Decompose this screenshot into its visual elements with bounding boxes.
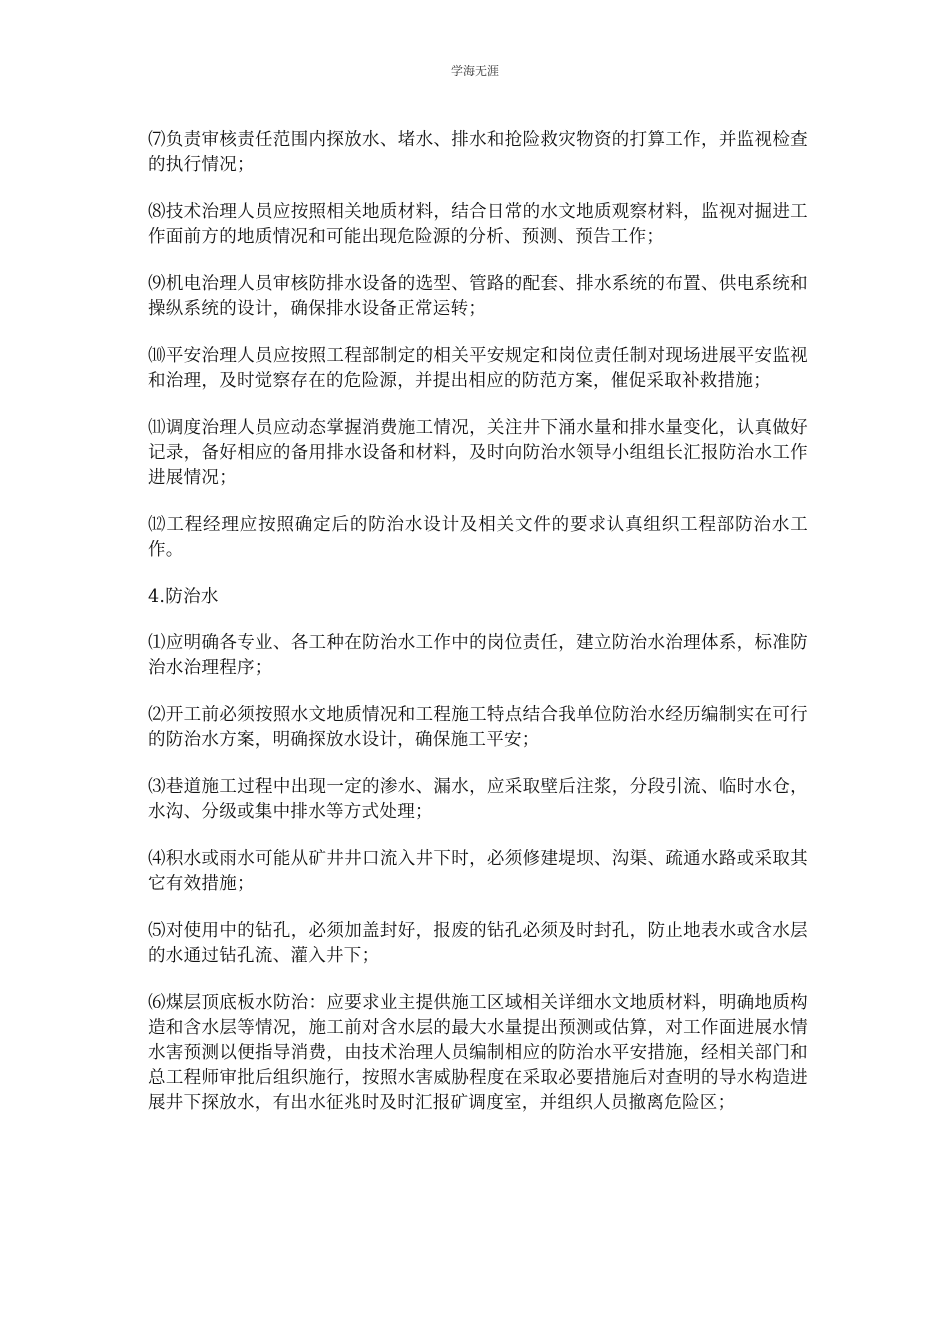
paragraph-item-2: ⑵开工前必须按照水文地质情况和工程施工特点结合我单位防治水经历编制实在可行的防治水方案，明确探放水设计，确保施工平安； [148,705,808,750]
paragraph-item-9: ⑼机电治理人员审核防排水设备的选型、管路的配套、排水系统的布置、供电系统和操纵系统的设计，确保排水设备正常运转； [148,274,808,319]
paragraph-item-7: ⑺负责审核责任范围内探放水、堵水、排水和抢险救灾物资的打算工作，并监视检查的执行情况； [148,130,808,175]
page-header: 学海无涯 [450,64,499,78]
paragraph-item-11: ⑾调度治理人员应动态掌握消费施工情况，关注井下涌水量和排水量变化，认真做好记录，备好相应的备用排水设备和材料，及时向防治水领导小组组长汇报防治水工作进展情况； [148,418,808,488]
section-heading: 4.防治水 [148,587,219,607]
paragraph-item-4: ⑷积水或雨水可能从矿井井口流入井下时，必须修建堤坝、沟渠、疏通水路或采取其它有效措施； [148,849,808,894]
paragraph-item-6: ⑹煤层顶底板水防治：应要求业主提供施工区域相关详细水文地质材料，明确地质构造和含水层等情况，施工前对含水层的最大水量提出预测或估算，对工作面进展水情水害预测以便指导消费，由技术治理人员编制相应的防治水平安措施，经相关部门和总工程师审批后组织施行，按照水害威胁程度在采取必要措施后对查明的导水构造进展井下探放水，有出水征兆时及时汇报矿调度室，并组织人员撤离危险区； [148,993,808,1113]
paragraph-item-1: ⑴应明确各专业、各工种在防治水工作中的岗位责任，建立防治水治理体系，标准防治水治理程序； [148,633,808,678]
paragraph-item-5: ⑸对使用中的钻孔，必须加盖封好，报废的钻孔必须及时封孔，防止地表水或含水层的水通过钻孔流、灌入井下； [148,921,808,966]
paragraph-item-10: ⑽平安治理人员应按照工程部制定的相关平安规定和岗位责任制对现场进展平安监视和治理，及时觉察存在的危险源，并提出相应的防范方案，催促采取补救措施； [148,346,808,391]
paragraph-item-8: ⑻技术治理人员应按照相关地质材料，结合日常的水文地质观察材料，监视对掘进工作面前方的地质情况和可能出现危险源的分析、预测、预告工作； [148,202,808,247]
paragraph-item-3: ⑶巷道施工过程中出现一定的渗水、漏水，应采取壁后注浆，分段引流、临时水仓，水沟、分级或集中排水等方式处理； [148,777,808,822]
document-body [148,128,808,1138]
paragraph-item-12: ⑿工程经理应按照确定后的防治水设计及相关文件的要求认真组织工程部防治水工作。 [148,515,808,560]
